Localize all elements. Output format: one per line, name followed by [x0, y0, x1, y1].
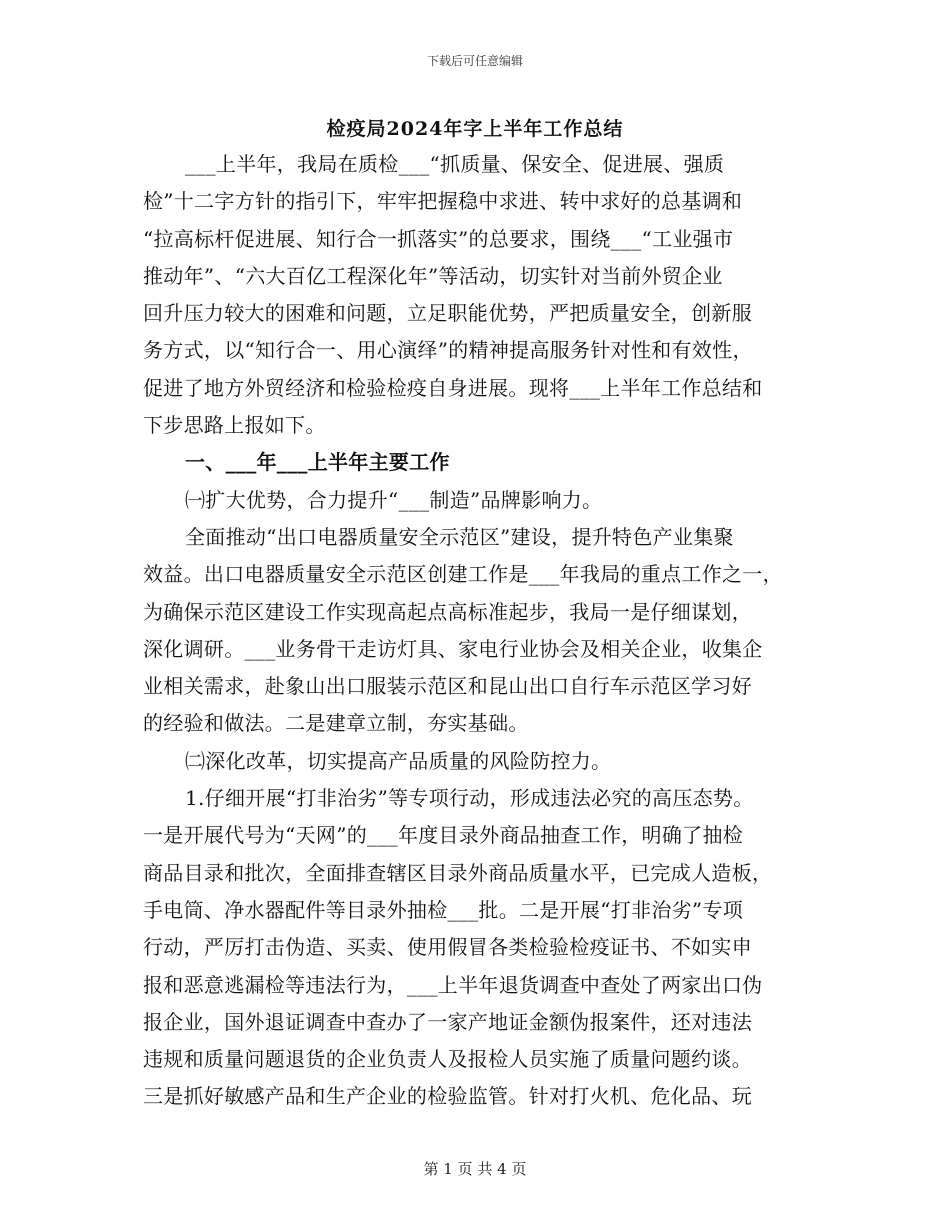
- page-header: 下载后可任意编辑: [426, 54, 523, 68]
- paragraph-2-line-8: 违规和质量问题退货的企业负责人及报检人员实施了质量问题约谈。: [143, 1047, 752, 1072]
- document-title: 检疫局2024年字上半年工作总结: [326, 118, 624, 140]
- paragraph-intro-line-6: 务方式，以“知行合一、用心演绎”的精神提高服务针对性和有效性，: [143, 338, 753, 363]
- paragraph-1-line-3: 为确保示范区建设工作实现高起点高标准起步，我局一是仔细谋划，: [143, 599, 752, 624]
- section-heading-1: 一、___年___上半年主要工作: [185, 450, 450, 475]
- paragraph-2-line-9: 三是抓好敏感产品和生产企业的检验监管。针对打火机、危化品、玩: [143, 1084, 752, 1109]
- paragraph-intro-line-3: “拉高标杆促进展、知行合一抓落实”的总要求，围绕___“工业强市: [143, 226, 734, 251]
- paragraph-1-line-6: 的经验和做法。二是建章立制，夯实基础。: [143, 711, 529, 736]
- paragraph-intro-line-4: 推动年”、“六大百亿工程深化年”等活动，切实针对当前外贸企业: [143, 263, 723, 288]
- paragraph-2-line-1: 1.仔细开展“打非治劣”等专项行动，形成违法必究的高压态势。: [185, 786, 754, 811]
- paragraph-2-line-5: 行动，严厉打击伪造、买卖、使用假冒各类检验检疫证书、不如实申: [143, 935, 752, 960]
- paragraph-2-line-4: 手电筒、净水器配件等目录外抽检___批。二是开展“打非治劣”专项: [143, 897, 744, 922]
- paragraph-1-line-5: 业相关需求，赴象山出口服装示范区和昆山出口自行车示范区学习好: [143, 674, 752, 699]
- paragraph-2-line-2: 一是开展代号为“天网”的___年度目录外商品抽查工作，明确了抽检: [143, 823, 744, 848]
- paragraph-1-line-2: 效益。出口电器质量安全示范区创建工作是___年我局的重点工作之一，: [143, 562, 783, 587]
- paragraph-1-line-1: 全面推动“出口电器质量安全示范区”建设，提升特色产业集聚: [185, 524, 734, 549]
- paragraph-intro-line-1: ___上半年，我局在质检___“抓质量、保安全、促进展、强质: [185, 152, 725, 176]
- paragraph-2-line-6: 报和恶意逃漏检等违法行为，___上半年退货调查中查处了两家出口伪: [143, 972, 763, 997]
- paragraph-2-line-3: 商品目录和批次，全面排查辖区目录外商品质量水平，已完成人造板，: [143, 860, 773, 885]
- document-body: [143, 146, 813, 1116]
- paragraph-intro-line-8: 下步思路上报如下。: [143, 413, 326, 438]
- paragraph-intro-line-2: 检”十二字方针的指引下，牢牢把握稳中求进、转中求好的总基调和: [143, 189, 743, 214]
- paragraph-2-line-7: 报企业，国外退证调查中查办了一家产地证金额伪报案件，还对违法: [143, 1009, 752, 1034]
- paragraph-1-line-4: 深化调研。___业务骨干走访灯具、家电行业协会及相关企业，收集企: [143, 636, 763, 661]
- subheading-2: ㈡深化改革，切实提高产品质量的风险防控力。: [185, 748, 612, 773]
- paragraph-intro-line-5: 回升压力较大的困难和问题，立足职能优势，严把质量安全，创新服: [143, 301, 752, 326]
- paragraph-intro-line-7: 促进了地方外贸经济和检验检疫自身进展。现将___上半年工作总结和: [143, 375, 763, 400]
- subheading-1: ㈠扩大优势，合力提升“___制造”品牌影响力。: [185, 487, 603, 512]
- page-footer: 第 1 页 共 4 页: [423, 1160, 527, 1178]
